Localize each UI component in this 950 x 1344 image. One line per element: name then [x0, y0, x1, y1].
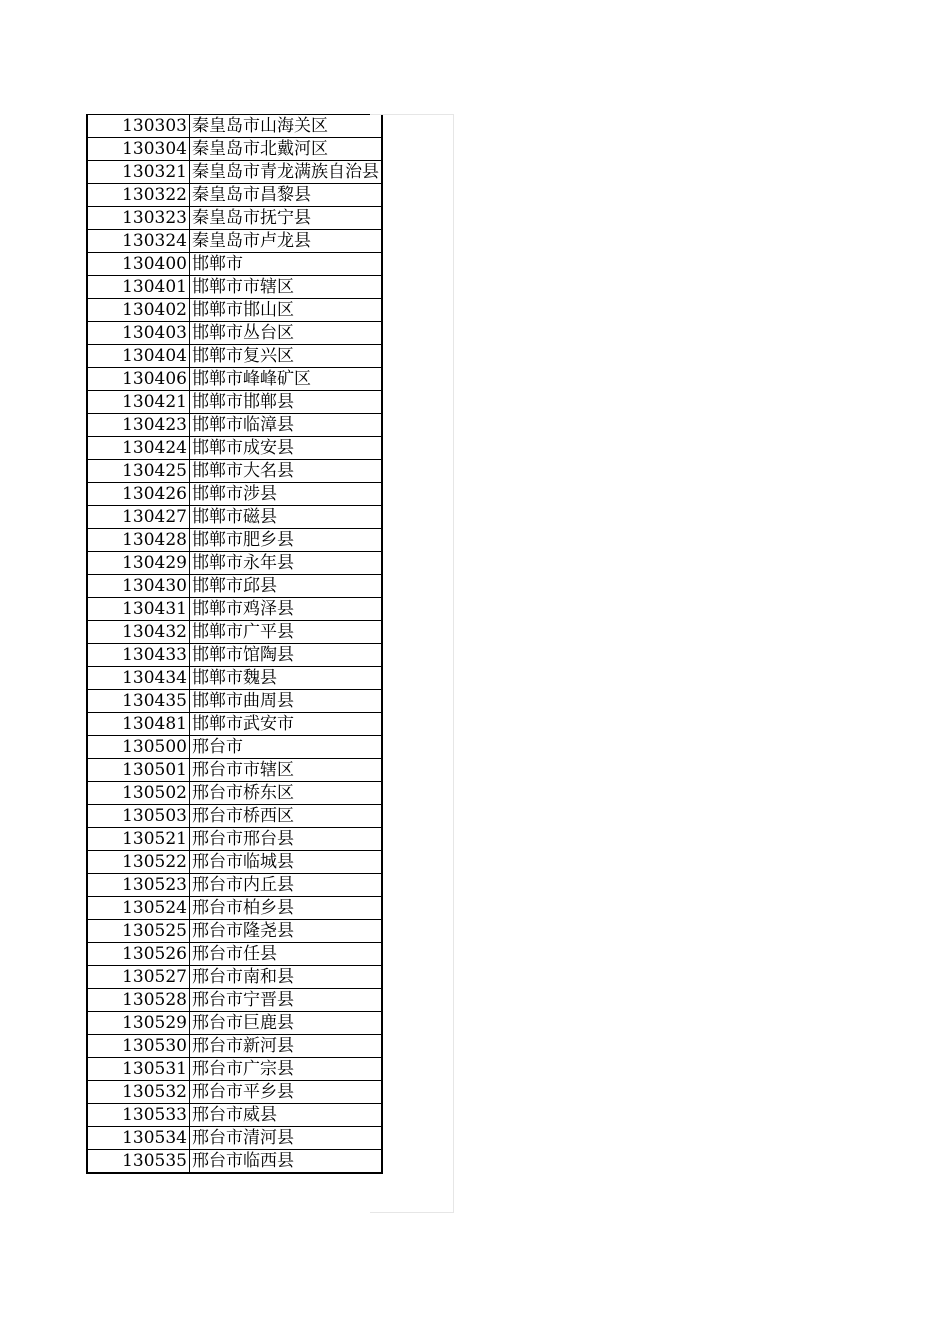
region-name-cell[interactable]: 邢台市邢台县 — [190, 828, 383, 851]
table-row[interactable] — [87, 253, 382, 276]
code-cell[interactable]: 130428 — [87, 529, 190, 552]
code-cell[interactable]: 130430 — [87, 575, 190, 598]
code-cell[interactable]: 130526 — [87, 943, 190, 966]
code-cell[interactable]: 130324 — [87, 230, 190, 253]
code-cell[interactable]: 130421 — [87, 391, 190, 414]
region-name-cell[interactable]: 邯郸市广平县 — [190, 621, 383, 644]
code-cell[interactable]: 130402 — [87, 299, 190, 322]
code-cell[interactable]: 130323 — [87, 207, 190, 230]
table-row[interactable] — [87, 920, 382, 943]
code-cell[interactable]: 130528 — [87, 989, 190, 1012]
region-name-cell[interactable]: 邢台市桥西区 — [190, 805, 383, 828]
table-row[interactable] — [87, 1104, 382, 1127]
table-row[interactable] — [87, 437, 382, 460]
region-name-cell[interactable]: 邯郸市邯山区 — [190, 299, 383, 322]
table-row[interactable] — [87, 322, 382, 345]
code-cell[interactable]: 130425 — [87, 460, 190, 483]
region-name-cell[interactable]: 邯郸市复兴区 — [190, 345, 383, 368]
region-name-cell[interactable]: 邢台市南和县 — [190, 966, 383, 989]
table-row[interactable] — [87, 713, 382, 736]
table-row[interactable] — [87, 483, 382, 506]
table-row[interactable] — [87, 1058, 382, 1081]
region-name-cell[interactable]: 邢台市任县 — [190, 943, 383, 966]
code-cell[interactable]: 130527 — [87, 966, 190, 989]
table-row[interactable] — [87, 736, 382, 759]
region-name-cell[interactable]: 邯郸市大名县 — [190, 460, 383, 483]
spreadsheet-area — [86, 114, 383, 1174]
table-row[interactable] — [87, 851, 382, 874]
table-row[interactable] — [87, 759, 382, 782]
adjacent-empty-column — [370, 114, 454, 1213]
table-row[interactable] — [87, 667, 382, 690]
region-name-cell[interactable]: 邢台市清河县 — [190, 1127, 383, 1150]
table-row[interactable] — [87, 874, 382, 897]
region-name-cell[interactable]: 邯郸市涉县 — [190, 483, 383, 506]
table-row[interactable] — [87, 690, 382, 713]
code-cell[interactable]: 130481 — [87, 713, 190, 736]
table-row[interactable] — [87, 414, 382, 437]
table-row[interactable] — [87, 161, 382, 184]
region-name-cell[interactable]: 邯郸市馆陶县 — [190, 644, 383, 667]
table-row[interactable] — [87, 1035, 382, 1058]
table-row[interactable] — [87, 506, 382, 529]
code-cell[interactable]: 130522 — [87, 851, 190, 874]
region-name-cell[interactable]: 邢台市临城县 — [190, 851, 383, 874]
code-cell[interactable]: 130321 — [87, 161, 190, 184]
region-name-cell[interactable]: 邢台市新河县 — [190, 1035, 383, 1058]
code-cell[interactable]: 130533 — [87, 1104, 190, 1127]
table-row[interactable] — [87, 805, 382, 828]
table-body — [87, 115, 382, 1174]
code-cell[interactable]: 130532 — [87, 1081, 190, 1104]
table-row[interactable] — [87, 299, 382, 322]
table-row[interactable] — [87, 184, 382, 207]
code-cell[interactable]: 130401 — [87, 276, 190, 299]
region-name-cell[interactable]: 邢台市市辖区 — [190, 759, 383, 782]
code-cell[interactable]: 130426 — [87, 483, 190, 506]
region-name-cell[interactable]: 邢台市平乡县 — [190, 1081, 383, 1104]
table-row[interactable] — [87, 368, 382, 391]
region-name-cell[interactable]: 邯郸市 — [190, 253, 383, 276]
region-name-cell[interactable]: 邯郸市丛台区 — [190, 322, 383, 345]
code-cell[interactable]: 130525 — [87, 920, 190, 943]
code-cell[interactable]: 130502 — [87, 782, 190, 805]
table-row[interactable] — [87, 115, 382, 138]
region-name-cell[interactable]: 邯郸市市辖区 — [190, 276, 383, 299]
table-row[interactable] — [87, 621, 382, 644]
region-name-cell[interactable]: 邯郸市鸡泽县 — [190, 598, 383, 621]
code-cell[interactable]: 130534 — [87, 1127, 190, 1150]
code-cell[interactable]: 130529 — [87, 1012, 190, 1035]
code-cell[interactable]: 130429 — [87, 552, 190, 575]
region-name-cell[interactable]: 邢台市广宗县 — [190, 1058, 383, 1081]
region-name-cell[interactable]: 邯郸市邯郸县 — [190, 391, 383, 414]
region-name-cell[interactable]: 邢台市内丘县 — [190, 874, 383, 897]
region-name-cell[interactable]: 邯郸市曲周县 — [190, 690, 383, 713]
table-row[interactable] — [87, 1127, 382, 1150]
code-cell[interactable]: 130304 — [87, 138, 190, 161]
table-row[interactable] — [87, 598, 382, 621]
region-code-table — [86, 114, 383, 1174]
region-name-cell[interactable]: 邢台市隆尧县 — [190, 920, 383, 943]
table-row[interactable] — [87, 529, 382, 552]
table-row[interactable] — [87, 138, 382, 161]
region-name-cell[interactable]: 邯郸市临漳县 — [190, 414, 383, 437]
code-cell[interactable]: 130403 — [87, 322, 190, 345]
region-name-cell[interactable]: 邯郸市邱县 — [190, 575, 383, 598]
table-row[interactable] — [87, 966, 382, 989]
code-cell[interactable]: 130503 — [87, 805, 190, 828]
region-name-cell[interactable]: 邯郸市肥乡县 — [190, 529, 383, 552]
table-row[interactable] — [87, 552, 382, 575]
region-name-cell[interactable]: 秦皇岛市青龙满族自治县 — [190, 161, 383, 184]
code-cell[interactable]: 130530 — [87, 1035, 190, 1058]
code-cell[interactable]: 130400 — [87, 253, 190, 276]
region-name-cell[interactable]: 秦皇岛市抚宁县 — [190, 207, 383, 230]
code-cell[interactable]: 130427 — [87, 506, 190, 529]
table-row[interactable] — [87, 230, 382, 253]
region-name-cell[interactable]: 邢台市宁晋县 — [190, 989, 383, 1012]
table-row[interactable] — [87, 989, 382, 1012]
code-cell[interactable]: 130322 — [87, 184, 190, 207]
code-cell[interactable]: 130404 — [87, 345, 190, 368]
code-cell[interactable]: 130521 — [87, 828, 190, 851]
table-row[interactable] — [87, 391, 382, 414]
code-cell[interactable]: 130531 — [87, 1058, 190, 1081]
region-name-cell[interactable]: 邢台市柏乡县 — [190, 897, 383, 920]
region-name-cell[interactable]: 邯郸市磁县 — [190, 506, 383, 529]
code-cell[interactable]: 130523 — [87, 874, 190, 897]
table-row[interactable] — [87, 644, 382, 667]
region-name-cell[interactable]: 秦皇岛市昌黎县 — [190, 184, 383, 207]
region-name-cell[interactable]: 邯郸市永年县 — [190, 552, 383, 575]
table-row[interactable] — [87, 575, 382, 598]
table-row[interactable] — [87, 943, 382, 966]
code-cell[interactable]: 130535 — [87, 1150, 190, 1174]
table-row[interactable] — [87, 460, 382, 483]
region-name-cell[interactable]: 邯郸市魏县 — [190, 667, 383, 690]
region-name-cell[interactable]: 邢台市威县 — [190, 1104, 383, 1127]
region-name-cell[interactable]: 邢台市 — [190, 736, 383, 759]
region-name-cell[interactable]: 邢台市巨鹿县 — [190, 1012, 383, 1035]
region-name-cell[interactable]: 邢台市临西县 — [190, 1150, 383, 1174]
code-cell[interactable]: 130501 — [87, 759, 190, 782]
code-cell[interactable]: 130424 — [87, 437, 190, 460]
region-name-cell[interactable]: 秦皇岛市山海关区 — [190, 115, 383, 138]
table-row[interactable] — [87, 1150, 382, 1174]
region-name-cell[interactable]: 邢台市桥东区 — [190, 782, 383, 805]
code-cell[interactable]: 130406 — [87, 368, 190, 391]
code-cell[interactable]: 130423 — [87, 414, 190, 437]
region-name-cell[interactable]: 秦皇岛市北戴河区 — [190, 138, 383, 161]
code-cell[interactable]: 130303 — [87, 115, 190, 138]
code-cell[interactable]: 130431 — [87, 598, 190, 621]
code-cell[interactable]: 130433 — [87, 644, 190, 667]
region-name-cell[interactable]: 邯郸市武安市 — [190, 713, 383, 736]
code-cell[interactable]: 130435 — [87, 690, 190, 713]
region-name-cell[interactable]: 邯郸市峰峰矿区 — [190, 368, 383, 391]
code-cell[interactable]: 130434 — [87, 667, 190, 690]
table-row[interactable] — [87, 207, 382, 230]
table-row[interactable] — [87, 345, 382, 368]
table-row[interactable] — [87, 1081, 382, 1104]
table-row[interactable] — [87, 828, 382, 851]
table-row[interactable] — [87, 782, 382, 805]
table-row[interactable] — [87, 897, 382, 920]
table-row[interactable] — [87, 1012, 382, 1035]
code-cell[interactable]: 130432 — [87, 621, 190, 644]
region-name-cell[interactable]: 邯郸市成安县 — [190, 437, 383, 460]
code-cell[interactable]: 130524 — [87, 897, 190, 920]
table-row[interactable] — [87, 276, 382, 299]
region-name-cell[interactable]: 秦皇岛市卢龙县 — [190, 230, 383, 253]
code-cell[interactable]: 130500 — [87, 736, 190, 759]
